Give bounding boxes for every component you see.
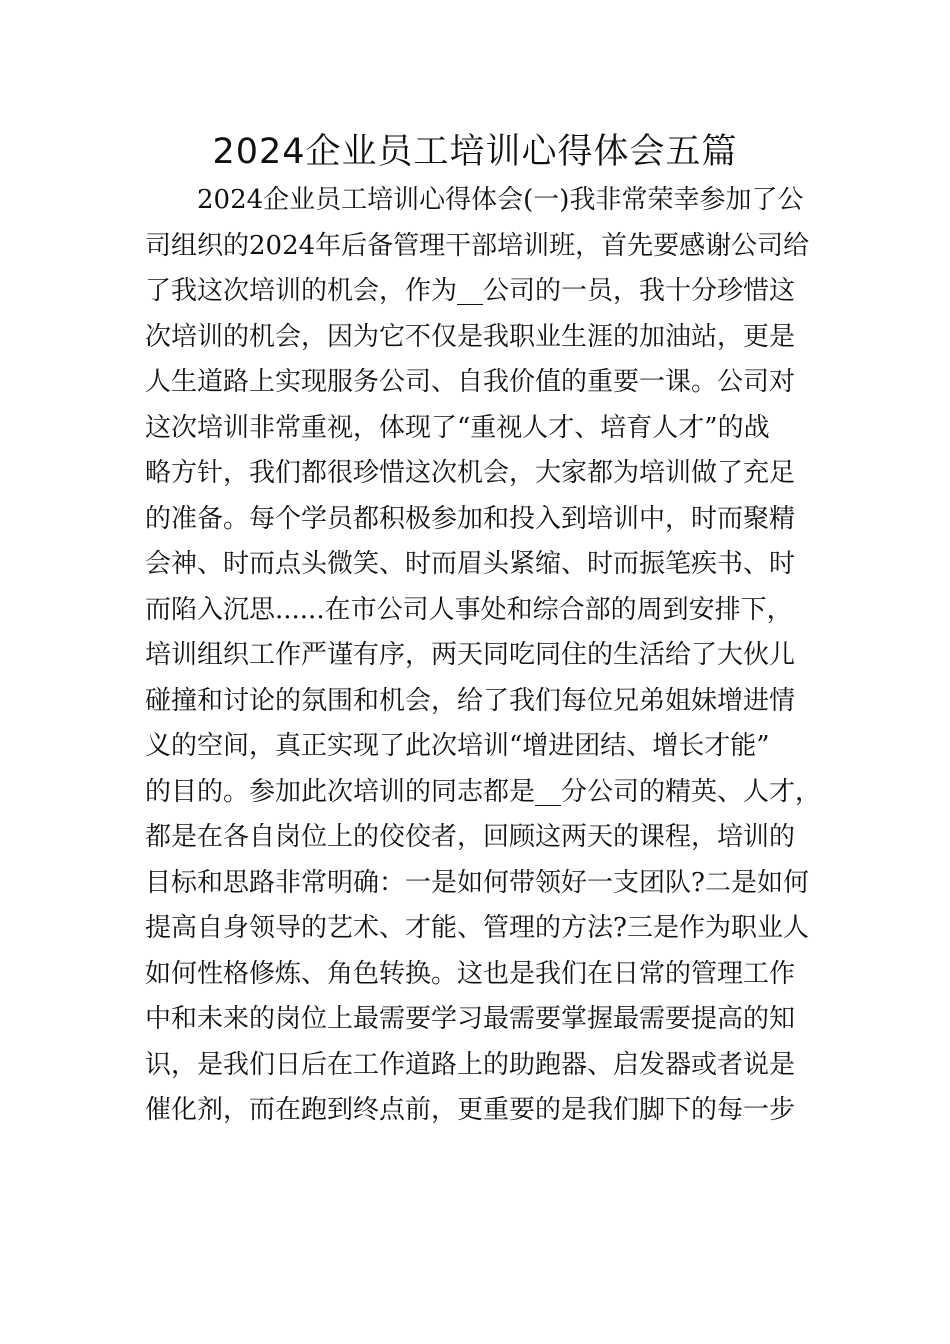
body-line: 司组织的2024年后备管理干部培训班，首先要感谢公司给 xyxy=(145,230,810,261)
body-line: 人生道路上实现服务公司、自我价值的重要一课。公司对 xyxy=(145,367,796,397)
body-line: 的目的。参加此次培训的同志都是__分公司的精英、人才， xyxy=(145,776,822,807)
document-body xyxy=(145,178,825,1134)
body-line: 会神、时而点头微笑、时而眉头紧缩、时而振笔疾书、时 xyxy=(145,549,796,579)
body-line: 义的空间，真正实现了此次培训“增进团结、增长才能” xyxy=(145,731,770,761)
body-line: 提高自身领导的艺术、才能、管理的方法?三是作为职业人 xyxy=(145,913,809,943)
body-line: 碰撞和讨论的氛围和机会，给了我们每位兄弟姐妹增进情 xyxy=(145,685,796,716)
body-line: 次培训的机会，因为它不仅是我职业生涯的加油站，更是 xyxy=(145,321,796,352)
body-line: 培训组织工作严谨有序，两天同吃同住的生活给了大伙儿 xyxy=(145,640,796,670)
body-line: 2024企业员工培训心得体会(一)我非常荣幸参加了公 xyxy=(197,185,804,215)
body-line: 这次培训非常重视，体现了“重视人才、培育人才”的战 xyxy=(145,412,770,443)
body-line: 了我这次培训的机会，作为__公司的一员，我十分珍惜这 xyxy=(145,276,796,306)
body-line: 都是在各自岗位上的佼佼者，回顾这两天的课程，培训的 xyxy=(145,822,796,852)
body-line: 目标和思路非常明确：一是如何带领好一支团队?二是如何 xyxy=(145,867,809,898)
body-line: 催化剂，而在跑到终点前，更重要的是我们脚下的每一步 xyxy=(145,1095,796,1125)
body-line: 识，是我们日后在工作道路上的助跑器、启发器或者说是 xyxy=(145,1049,796,1080)
body-line: 略方针，我们都很珍惜这次机会，大家都为培训做了充足 xyxy=(145,458,796,488)
document-title: 2024企业员工培训心得体会五篇 xyxy=(212,132,738,172)
body-line: 如何性格修炼、角色转换。这也是我们在日常的管理工作 xyxy=(145,958,796,989)
body-line: 而陷入沉思......在市公司人事处和综合部的周到安排下， xyxy=(145,594,793,625)
body-line: 中和未来的岗位上最需要学习最需要掌握最需要提高的知 xyxy=(145,1004,796,1034)
body-line: 的准备。每个学员都积极参加和投入到培训中，时而聚精 xyxy=(145,503,796,534)
